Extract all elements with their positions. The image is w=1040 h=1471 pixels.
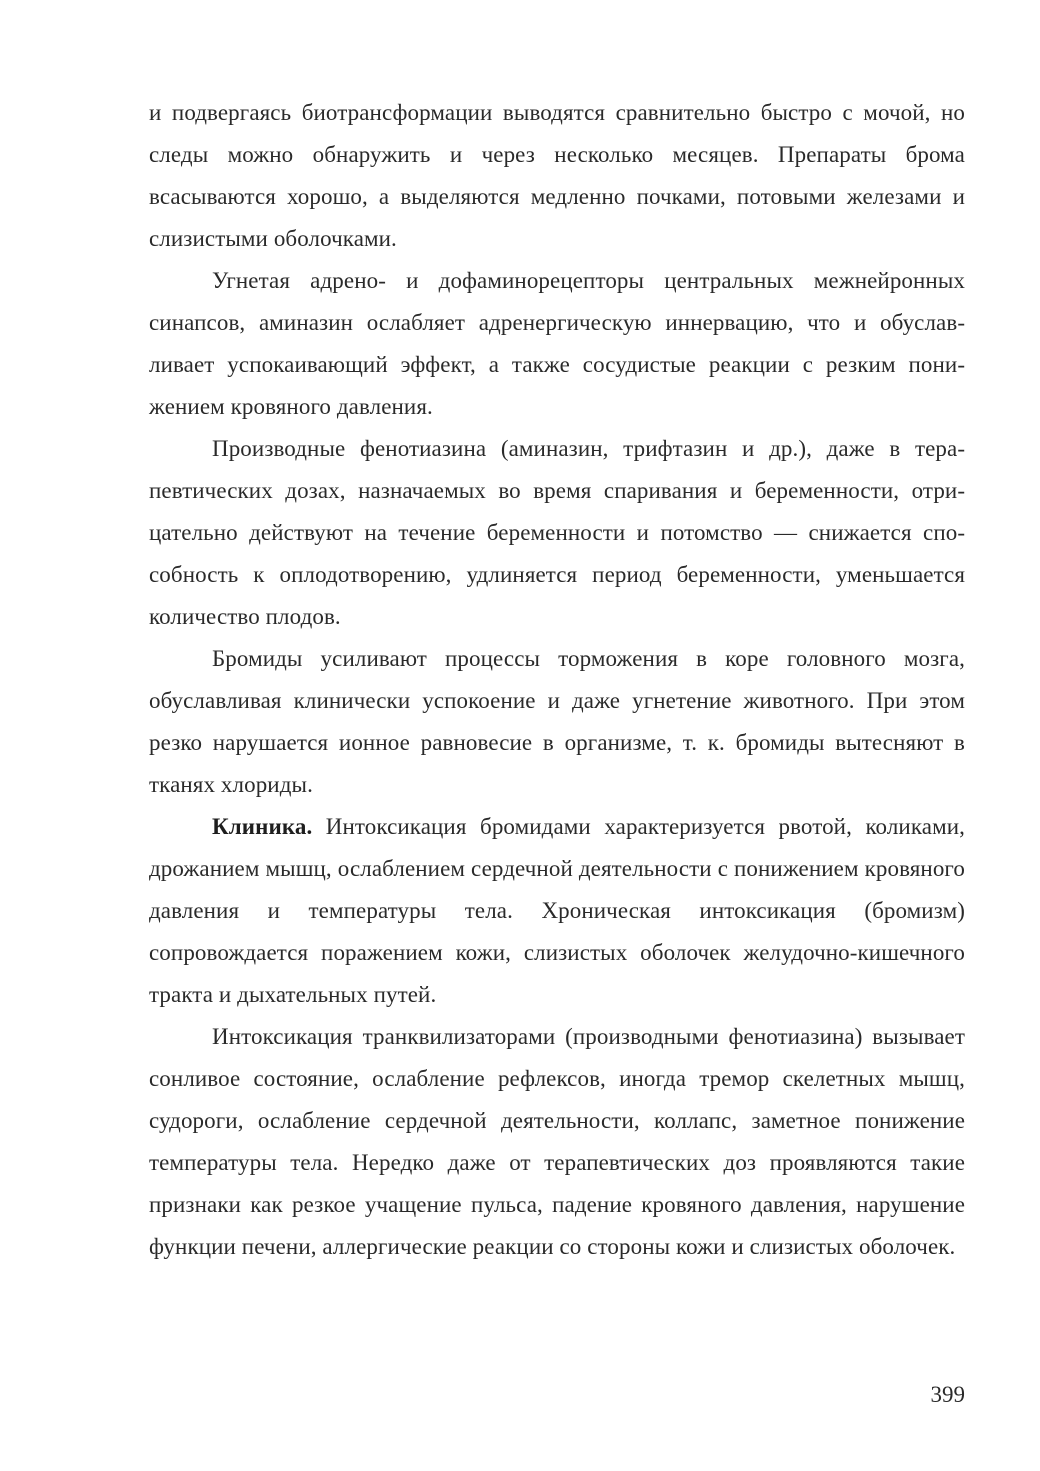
paragraph-aminazine-mechanism: Угнетая адрено- и дофаминорецепторы центральных межнейронных синапсов, аминазин ослабляет адренергическую иннервацию, что и обуславливает успокаивающий эффект, а также сосудистые реакции с резким понижением кровяного давления. <box>149 268 965 419</box>
paragraph-bromides-action: Бромиды усиливают процессы торможения в коре головного мозга, обуславливая клинически успокоение и даже угнетение животного. При этом резко нарушается ионное равновесие в организме, т. к. бромиды вытесняют в тканях хлориды. <box>149 646 965 797</box>
paragraph-continuation: и подвергаясь биотрансформации выводятся сравнительно быстро с мочой, но следы можно обнаружить и через несколько месяцев. Препараты брома всасываются хорошо, а выделяются медленно почками, потовыми железами и слизистыми оболочками. <box>149 100 965 251</box>
paragraph-tranquilizer-intoxication: Интоксикация транквилизаторами (производными фенотиазина) вызывает сонливое состояние, ослабление рефлексов, иногда тремор скелетных мышц, судороги, ослабление сердечной деятельности, коллапс, заметное понижение температуры тела. Нередко даже от терапевтических доз проявляются такие признаки как резкое учащение пульса, падение кровяного давления, нарушение функции печени, аллергические реакции со стороны кожи и слизистых оболочек. <box>149 1024 965 1259</box>
page-number: 399 <box>930 1382 965 1407</box>
paragraph-phenothiazine-effects: Производные фенотиазина (аминазин, трифтазин и др.), даже в терапевтических дозах, назначаемых во время спаривания и беременности, отрицательно действуют на течение беременности и потомство — снижается способность к оплодотворению, удлиняется период беременности, уменьшается количество плодов. <box>149 436 965 629</box>
page-body-text <box>149 92 965 1268</box>
section-run-in-heading: Клиника. <box>212 814 313 839</box>
paragraph-clinical-signs <box>149 806 965 1016</box>
paragraph-clinical-signs-text: Интоксикация бромидами характеризуется рвотой, коликами, дрожанием мышц, ослаблением сердечной деятельности с понижением кровяного давления и температуры тела. Хроническая интоксикация (бромизм) сопровождается поражением кожи, слизистых оболочек желудочно-кишечного тракта и дыхательных путей. <box>149 814 965 1007</box>
